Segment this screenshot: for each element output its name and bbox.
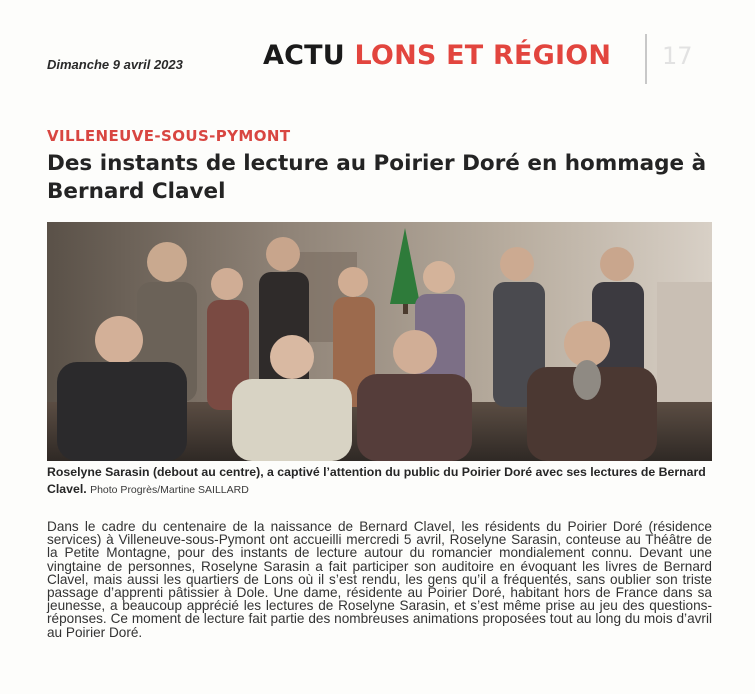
- photo-caption: [47, 464, 712, 499]
- header-divider: [645, 34, 647, 84]
- article-body: Dans le cadre du centenaire de la naissance de Bernard Clavel, les résidents du Poirier Doré (résidence services) à Villeneuve-sous-Pymont ont accueilli mercredi 5 avril, Roselyne Sarasin, conteuse au Théâtre de la Petite Montagne, pour des instants de lecture autour du romancier mondialement connu. Devant une vingtaine de personnes, Roselyne Sarasin a fait participer son auditoire en évoquant les livres de Bernard Clavel, mais aussi les quartiers de Lons où il s’est rendu, les gens qu’il a fréquentés, sans oublier son triste passage d’apprenti pâtissier à Dole. Une dame, résidente au Poirier Doré, habitant hors de France dans sa jeunesse, a beaucoup apprécié les lectures de Roselyne Sarasin, et s’est même prise au jeu des questions-réponses. Ce moment de lecture fait partie des nombreuses animations proposées tout au long du mois d’avril au Poirier Doré.: [47, 519, 712, 640]
- article-photo: [47, 222, 712, 461]
- photo-credit: Photo Progrès/Martine SAILLARD: [90, 484, 249, 496]
- group-photo-illustration: [47, 222, 712, 461]
- article-kicker: VILLENEUVE-SOUS-PYMONT: [47, 127, 291, 145]
- issue-date: Dimanche 9 avril 2023: [47, 57, 183, 72]
- section-label-region: LONS ET RÉGION: [354, 40, 612, 71]
- article-headline: Des instants de lecture au Poirier Doré en hommage à Bernard Clavel: [47, 151, 707, 204]
- section-label-actu: ACTU: [263, 40, 345, 71]
- section-header: [263, 40, 611, 71]
- caption-text: Roselyne Sarasin (debout au centre), a captivé l’attention du public du Poirier Doré avec ses lectures de Bernard Clavel.: [47, 465, 706, 496]
- page-number: 17: [662, 42, 693, 70]
